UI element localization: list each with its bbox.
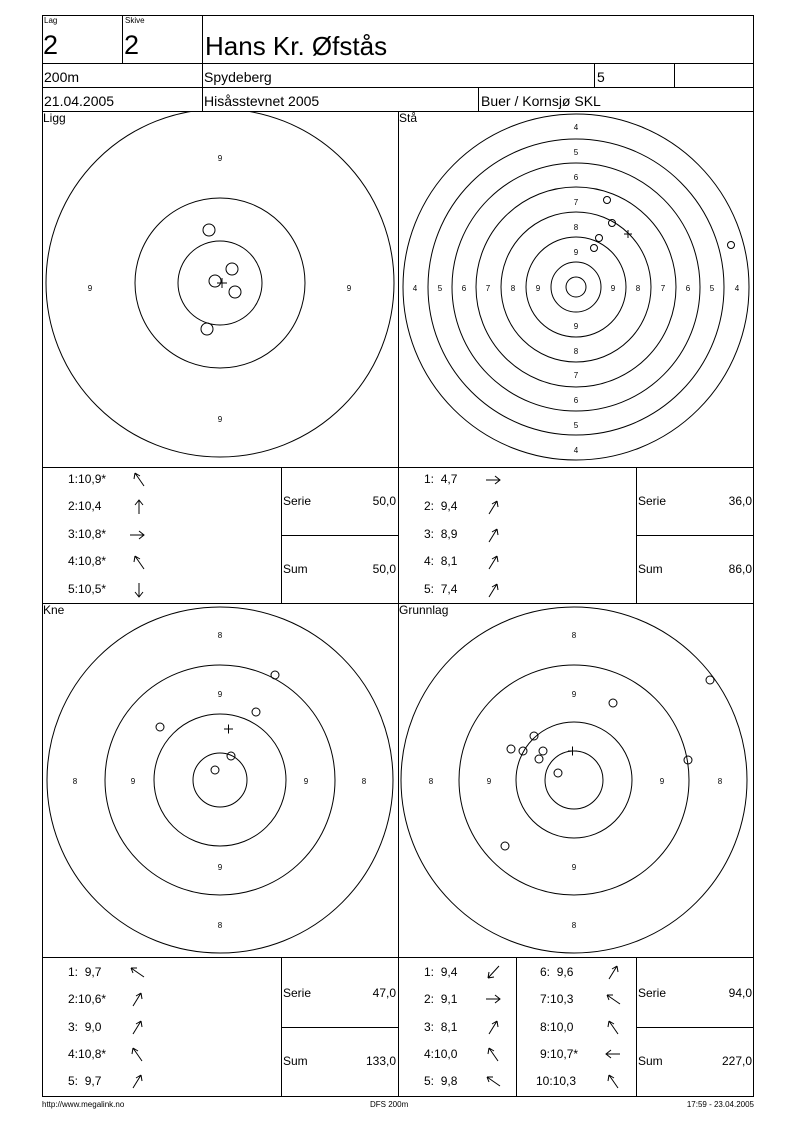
target-ring	[545, 751, 603, 809]
shot-list-item	[424, 1075, 457, 1087]
sum-label: Sum	[638, 1054, 663, 1068]
shot-hole	[591, 245, 598, 252]
shot-hole	[728, 242, 735, 249]
lag-label: Lag	[44, 16, 58, 25]
ring-label: 7	[573, 198, 579, 207]
shot-number: 5:	[68, 1074, 79, 1088]
ring-label: 9	[573, 248, 579, 257]
ring-label: 4	[573, 446, 579, 455]
shot-list-item	[68, 993, 106, 1005]
ring-label: 9	[571, 863, 577, 872]
divider	[636, 535, 754, 536]
shot-score: 9,0	[84, 1020, 102, 1034]
shot-number: 2:	[424, 992, 435, 1006]
target-ring	[154, 714, 286, 846]
sum-label: Sum	[283, 562, 308, 576]
shot-hole	[609, 699, 617, 707]
shot-list-item	[424, 966, 457, 978]
ring-label: 8	[217, 631, 223, 640]
shot-hole	[252, 708, 260, 716]
ring-label: 6	[461, 284, 467, 293]
direction-arrow-icon	[130, 470, 148, 488]
shot-number: 6:	[540, 965, 551, 979]
shot-list-item	[424, 993, 457, 1005]
shot-number: 1:	[424, 472, 435, 486]
club: Buer / Kornsjø SKL	[481, 93, 601, 109]
shot-hole	[604, 197, 611, 204]
shot-hole	[226, 263, 238, 275]
shot-score: 7,4	[440, 582, 458, 596]
shot-score: 8,9	[440, 527, 458, 541]
location: Spydeberg	[204, 69, 272, 85]
target-ring	[401, 607, 747, 953]
target-ring	[566, 277, 586, 297]
serie-value: 36,0	[728, 494, 752, 508]
shot-score: 9,6	[556, 965, 574, 979]
shot-hole	[209, 275, 221, 287]
serie-label: Serie	[283, 494, 312, 508]
direction-arrow-icon	[604, 1018, 622, 1036]
ring-label: 8	[361, 777, 367, 786]
shot-hole	[156, 723, 164, 731]
ring-label: 4	[573, 123, 579, 132]
direction-arrow-icon	[484, 526, 502, 544]
footer-url[interactable]: http://www.megalink.no	[42, 1100, 125, 1109]
ring-label: 6	[573, 396, 579, 405]
ring-label: 9	[659, 777, 665, 786]
shot-list-item	[424, 1048, 457, 1060]
shot-number: 10:	[536, 1074, 553, 1088]
shot-list-item	[536, 1075, 576, 1087]
shot-number: 3:	[424, 527, 435, 541]
shot-number: 2:	[68, 992, 79, 1006]
target-ring	[476, 187, 676, 387]
section-title-kne: Kne	[43, 603, 65, 617]
serie-value: 94,0	[728, 986, 752, 1000]
shot-list-item	[68, 583, 106, 595]
footer-timestamp: 17:59 - 23.04.2005	[686, 1100, 754, 1109]
shot-list-item	[424, 555, 457, 567]
shot-score: 10,4	[78, 499, 102, 513]
shot-number: 4:	[424, 554, 435, 568]
shot-list-item	[540, 1048, 578, 1060]
shot-hole	[227, 752, 235, 760]
shot-list-item	[68, 473, 106, 485]
serie-label: Serie	[638, 986, 667, 1000]
divider	[594, 63, 595, 87]
shot-hole	[519, 747, 527, 755]
ring-label: 8	[571, 921, 577, 930]
direction-arrow-icon	[128, 1018, 146, 1036]
ring-label: 5	[709, 284, 715, 293]
sum-value: 50,0	[372, 562, 396, 576]
shot-list-item	[68, 1048, 106, 1060]
shot-score: 10,3	[552, 1074, 577, 1088]
divider	[281, 1027, 398, 1028]
shooter-name: Hans Kr. Øfstås	[205, 31, 388, 61]
shot-score: 10,8*	[78, 1047, 107, 1061]
serie-label: Serie	[638, 494, 667, 508]
direction-arrow-icon	[128, 1045, 146, 1063]
shot-list-item	[424, 1021, 457, 1033]
shot-hole	[271, 671, 279, 679]
ring-label: 9	[217, 415, 223, 424]
ring-label: 9	[571, 690, 577, 699]
shot-score: 8,1	[440, 1020, 458, 1034]
target-ring	[47, 607, 393, 953]
shot-score: 8,1	[440, 554, 458, 568]
mean-point-marker	[568, 747, 577, 756]
event: Hisåsstevnet 2005	[204, 93, 320, 109]
shot-score: 10,9*	[78, 472, 107, 486]
shot-hole	[501, 842, 509, 850]
shot-list-ligg	[42, 467, 281, 603]
shot-number: 9:	[540, 1047, 551, 1061]
sum-value: 86,0	[728, 562, 752, 576]
shot-score: 10,3	[550, 992, 574, 1006]
shot-score: 10,0	[550, 1020, 574, 1034]
ring-label: 5	[573, 421, 579, 430]
shot-number: 7:	[540, 992, 551, 1006]
direction-arrow-icon	[484, 553, 502, 571]
direction-arrow-icon	[484, 1072, 502, 1090]
shot-score: 9,7	[84, 1074, 102, 1088]
sum-value: 227,0	[721, 1054, 752, 1068]
ring-label: 5	[573, 148, 579, 157]
ring-label: 8	[217, 921, 223, 930]
date: 21.04.2005	[44, 93, 115, 109]
lag-value: 2	[43, 30, 59, 60]
ring-label: 9	[486, 777, 492, 786]
shot-score: 9,4	[440, 965, 458, 979]
target-grunnlag	[398, 603, 754, 957]
shot-number: 2:	[68, 499, 79, 513]
ring-label: 7	[573, 371, 579, 380]
shot-number: 5:	[424, 582, 435, 596]
ring-label: 5	[437, 284, 443, 293]
shot-list-item	[68, 528, 106, 540]
class: 5	[597, 69, 605, 85]
ring-label: 8	[717, 777, 723, 786]
shot-score: 9,8	[440, 1074, 458, 1088]
target-ligg	[42, 111, 398, 467]
divider	[42, 87, 754, 88]
ring-label: 9	[217, 863, 223, 872]
shot-hole	[596, 235, 603, 242]
ring-label: 7	[660, 284, 666, 293]
shot-score: 4,7	[440, 472, 458, 486]
target-sta	[398, 111, 754, 467]
shot-score: 10,6*	[78, 992, 107, 1006]
direction-arrow-icon	[128, 526, 146, 544]
section-title-grunnlag: Grunnlag	[399, 603, 449, 617]
direction-arrow-icon	[484, 498, 502, 516]
ring-label: 8	[72, 777, 78, 786]
shot-list-item	[540, 966, 573, 978]
divider	[281, 535, 398, 536]
direction-arrow-icon	[604, 1072, 622, 1090]
shot-list-kne	[42, 957, 281, 1097]
shot-number: 5:	[68, 582, 79, 596]
direction-arrow-icon	[604, 963, 622, 981]
target-ring	[459, 665, 689, 895]
shot-list-item	[68, 555, 106, 567]
shot-number: 4:	[68, 554, 79, 568]
shot-score: 10,5*	[78, 582, 107, 596]
target-kne	[42, 603, 398, 957]
shot-list-item	[540, 993, 573, 1005]
ring-label: 4	[734, 284, 740, 293]
ring-label: 8	[573, 347, 579, 356]
sum-label: Sum	[638, 562, 663, 576]
shot-list-item	[424, 473, 457, 485]
direction-arrow-icon	[128, 1072, 146, 1090]
shot-number: 1:	[68, 965, 79, 979]
direction-arrow-icon	[130, 581, 148, 599]
shot-list-item	[68, 500, 101, 512]
shot-list-grunnlag-1	[398, 957, 516, 1097]
ring-label: 9	[535, 284, 541, 293]
shot-hole	[507, 745, 515, 753]
ring-label: 4	[412, 284, 418, 293]
direction-arrow-icon	[484, 471, 502, 489]
serie-value: 50,0	[372, 494, 396, 508]
shot-score: 10,0	[434, 1047, 458, 1061]
target-ring	[403, 114, 749, 460]
direction-arrow-icon	[484, 990, 502, 1008]
shot-hole	[539, 747, 547, 755]
divider	[674, 63, 675, 87]
target-ring	[105, 665, 335, 895]
direction-arrow-icon	[130, 498, 148, 516]
shot-list-item	[68, 966, 101, 978]
shot-number: 3:	[68, 1020, 79, 1034]
ring-label: 9	[87, 284, 93, 293]
divider	[636, 1027, 754, 1028]
ring-label: 8	[635, 284, 641, 293]
ring-label: 9	[573, 322, 579, 331]
section-title-ligg: Ligg	[43, 111, 66, 125]
direction-arrow-icon	[128, 990, 146, 1008]
shot-hole	[201, 323, 213, 335]
ring-label: 9	[130, 777, 136, 786]
shot-list-sta	[398, 467, 636, 603]
shot-hole	[706, 676, 714, 684]
shot-number: 4:	[68, 1047, 79, 1061]
ring-label: 9	[217, 690, 223, 699]
shot-score: 9,4	[440, 499, 458, 513]
shot-list-item	[540, 1021, 573, 1033]
shot-number: 2:	[424, 499, 435, 513]
ring-label: 9	[217, 154, 223, 163]
direction-arrow-icon	[128, 963, 146, 981]
shot-list-item	[424, 528, 457, 540]
direction-arrow-icon	[604, 990, 622, 1008]
shot-hole	[211, 766, 219, 774]
shot-number: 1:	[68, 472, 79, 486]
sum-label: Sum	[283, 1054, 308, 1068]
shot-list-item	[68, 1021, 101, 1033]
direction-arrow-icon	[484, 581, 502, 599]
ring-label: 6	[573, 173, 579, 182]
serie-label: Serie	[283, 986, 312, 1000]
divider	[42, 63, 754, 64]
shot-number: 5:	[424, 1074, 435, 1088]
serie-value: 47,0	[372, 986, 396, 1000]
ring-label: 8	[573, 223, 579, 232]
shot-list-grunnlag-2	[516, 957, 636, 1097]
shot-number: 8:	[540, 1020, 551, 1034]
target-ring	[516, 722, 632, 838]
shot-score: 9,1	[440, 992, 458, 1006]
ring-label: 9	[610, 284, 616, 293]
distance: 200m	[44, 69, 80, 85]
shot-score: 10,8*	[78, 554, 107, 568]
footer-system: DFS 200m	[370, 1100, 409, 1109]
direction-arrow-icon	[484, 1018, 502, 1036]
section-title-sta: Stå	[399, 111, 418, 125]
direction-arrow-icon	[130, 553, 148, 571]
shot-number: 3:	[424, 1020, 435, 1034]
mean-point-marker	[224, 725, 233, 734]
shot-hole	[203, 224, 215, 236]
mean-point-marker	[217, 278, 227, 288]
skive-label: Skive	[125, 16, 145, 25]
sum-value: 133,0	[365, 1054, 396, 1068]
ring-label: 8	[428, 777, 434, 786]
direction-arrow-icon	[604, 1045, 622, 1063]
shot-list-item	[424, 500, 457, 512]
target-ring	[193, 753, 247, 807]
ring-label: 9	[346, 284, 352, 293]
ring-label: 8	[510, 284, 516, 293]
shot-list-item	[68, 1075, 101, 1087]
divider	[122, 15, 123, 63]
shot-number: 3:	[68, 527, 79, 541]
shot-list-item	[424, 583, 457, 595]
shot-score: 10,7*	[550, 1047, 579, 1061]
mean-point-marker	[624, 230, 632, 238]
shot-hole	[229, 286, 241, 298]
skive-value: 2	[124, 30, 140, 60]
target-ring	[551, 262, 601, 312]
shot-score: 10,8*	[78, 527, 107, 541]
shot-number: 1:	[424, 965, 435, 979]
ring-label: 9	[303, 777, 309, 786]
ring-label: 7	[485, 284, 491, 293]
shot-hole	[554, 769, 562, 777]
direction-arrow-icon	[484, 963, 502, 981]
target-ring	[428, 139, 724, 435]
direction-arrow-icon	[484, 1045, 502, 1063]
shot-score: 9,7	[84, 965, 102, 979]
ring-label: 8	[571, 631, 577, 640]
divider	[478, 87, 479, 111]
shot-hole	[535, 755, 543, 763]
shot-number: 4:	[424, 1047, 435, 1061]
ring-label: 6	[685, 284, 691, 293]
